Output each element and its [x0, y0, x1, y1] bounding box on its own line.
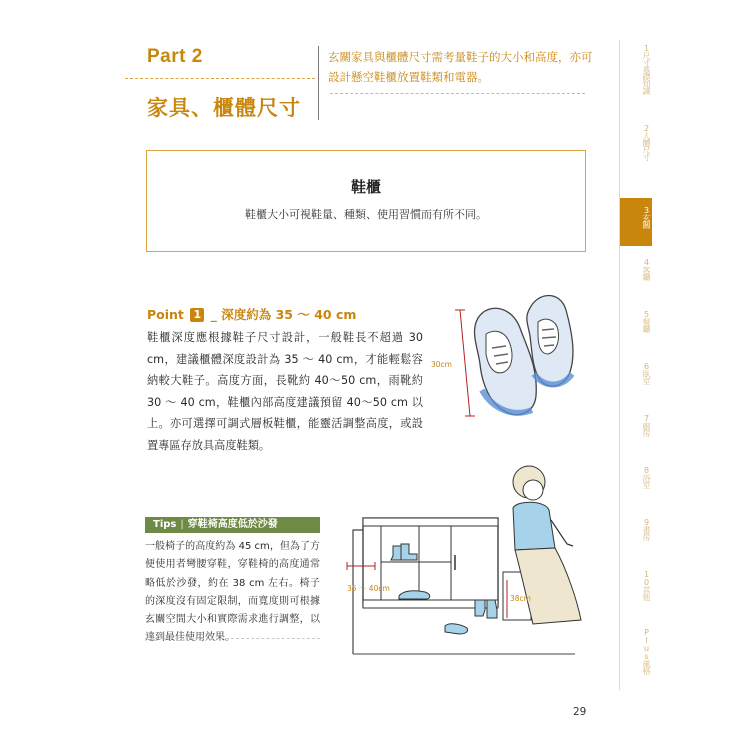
side-tab-label: 書房: [642, 526, 651, 540]
side-tab-number: 4: [642, 258, 651, 266]
tips-header: [145, 517, 320, 533]
part-description: 玄關家具與櫃體尺寸需考量鞋子的大小和高度，亦可設計懸空鞋櫃放置鞋類和電器。: [328, 50, 593, 84]
side-tab-number: 2: [642, 124, 651, 132]
side-tab-number: 10: [642, 570, 651, 586]
entryway-illustration: [345, 460, 590, 665]
point-prefix: Point: [147, 307, 184, 322]
side-tab-9[interactable]: [620, 518, 652, 560]
side-tab-number: 1: [642, 44, 651, 52]
side-tab-number: 6: [642, 362, 651, 370]
header-vertical-rule: [318, 46, 319, 120]
side-tab-6[interactable]: [620, 362, 652, 404]
side-tab-2[interactable]: [620, 124, 652, 188]
description-underline: [330, 93, 585, 94]
side-tab-plus[interactable]: [620, 628, 652, 684]
side-tab-7[interactable]: [620, 414, 652, 456]
shoe-cabinet: [363, 518, 498, 608]
side-tab-number: 7: [642, 414, 651, 422]
side-tab-label: 風格: [642, 660, 651, 674]
page-number: 29: [573, 706, 587, 718]
bench-height-label: 38cm: [510, 594, 531, 603]
side-tab-label: 餐廳: [642, 318, 651, 332]
tips-separator: |: [180, 519, 184, 530]
shoe-height-label: 30cm: [431, 360, 452, 369]
section-title: 鞋櫃: [350, 178, 381, 196]
side-tab-label: 客廳: [642, 266, 651, 280]
cabinet-depth-label: 35 ～ 40cm: [347, 584, 390, 593]
tips-label: Tips: [153, 519, 177, 530]
tips-divider: [145, 638, 320, 639]
part-label: Part 2: [147, 46, 203, 67]
side-tab-label: 臥室: [642, 370, 651, 384]
side-tab-label: 尺寸基礎知識: [642, 52, 651, 94]
part-divider: [125, 78, 315, 79]
point-number: 1: [190, 308, 204, 322]
side-tab-5[interactable]: [620, 310, 652, 352]
side-tab-number: 3: [642, 206, 651, 214]
side-tab-number: 9: [642, 518, 651, 526]
side-tab-3[interactable]: [620, 198, 652, 246]
tips-body: 一般椅子的高度約為 45 cm，但為了方便使用者彎腰穿鞋，穿鞋椅的高度通常略低於沙發，約在 38 cm 左右。椅子的深度沒有固定限制，而寬度則可根據玄關空間大小和實際需求進行調整，以達到最佳使用效果。: [145, 541, 320, 644]
side-tab-4[interactable]: [620, 258, 652, 300]
section-box: [146, 150, 586, 252]
side-tab-label: 玄關: [642, 214, 651, 228]
part-title: 家具、櫃體尺寸: [147, 96, 301, 120]
side-tab-number: Plus: [642, 628, 651, 660]
side-tab-label: 廚房: [642, 422, 651, 436]
side-tab-1[interactable]: [620, 44, 652, 114]
shoes-illustration: [420, 288, 590, 428]
side-tab-label: 人體尺寸: [642, 132, 651, 160]
side-tab-8[interactable]: [620, 466, 652, 508]
side-tab-10[interactable]: [620, 570, 652, 618]
section-subtitle: 鞋櫃大小可視鞋量、種類、使用習慣而有所不同。: [245, 208, 487, 221]
point-heading: [147, 305, 356, 323]
side-tab-label: 其他: [642, 586, 651, 600]
side-tab-number: 8: [642, 466, 651, 474]
side-tab-number: 5: [642, 310, 651, 318]
point-title: _ 深度約為 35 ～ 40 cm: [210, 307, 357, 322]
tips-title: 穿鞋椅高度低於沙發: [187, 519, 278, 530]
point-body: 鞋櫃深度應根據鞋子尺寸設計，一般鞋長不超過 30 cm，建議櫃體深度設計為 35 ～ 40 cm，才能輕鬆容納較大鞋子。高度方面，長靴約 40～50 cm，雨靴約 30 ～ 40 cm，鞋櫃內部高度建議預留 40～50 cm 以上。亦可選擇可調式層板鞋櫃，能靈活調整高度，或設置專區存放具高度鞋類。: [147, 331, 423, 452]
side-tab-label: 浴室: [642, 474, 651, 488]
